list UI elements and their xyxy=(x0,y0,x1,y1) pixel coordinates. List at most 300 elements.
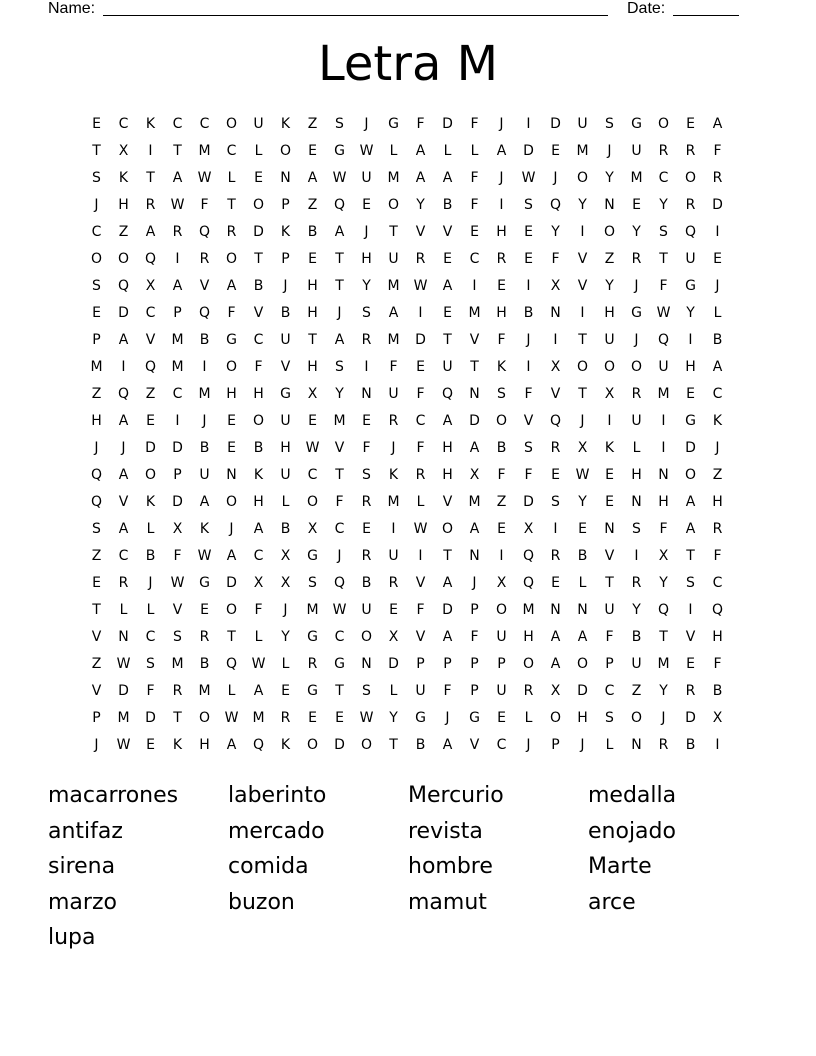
grid-letter: Z xyxy=(307,197,318,213)
grid-letter: V xyxy=(415,575,426,591)
grid-letter: C xyxy=(712,386,723,402)
grid-letter: A xyxy=(334,332,345,348)
grid-letter: H xyxy=(199,737,210,753)
grid-letter: I xyxy=(418,548,423,564)
grid-letter: B xyxy=(253,278,264,294)
grid-letter: C xyxy=(334,521,345,537)
grid-letter: F xyxy=(254,602,263,618)
word-list-item: hombre xyxy=(408,854,493,879)
grid-letter: M xyxy=(387,170,400,186)
word-list-item: buzon xyxy=(228,889,295,915)
grid-letter: M xyxy=(171,332,184,348)
grid-letter: S xyxy=(173,629,182,645)
grid-letter: O xyxy=(360,737,373,753)
grid-letter: S xyxy=(497,386,506,402)
grid-letter: E xyxy=(632,197,641,213)
grid-letter: O xyxy=(252,413,265,429)
grid-letter: R xyxy=(307,656,318,672)
grid-letter: A xyxy=(550,629,561,645)
grid-letter: O xyxy=(684,467,697,483)
grid-letter: G xyxy=(307,683,318,699)
grid-row xyxy=(83,732,731,759)
grid-letter: Y xyxy=(335,386,344,402)
grid-letter: F xyxy=(713,548,722,564)
grid-letter: N xyxy=(550,305,561,321)
grid-letter: A xyxy=(442,413,453,429)
grid-letter: B xyxy=(361,575,372,591)
grid-letter: A xyxy=(415,170,426,186)
grid-letter: O xyxy=(90,251,103,267)
grid-letter: H xyxy=(226,386,237,402)
grid-letter: O xyxy=(360,629,373,645)
grid-letter: N xyxy=(577,602,588,618)
grid-letter: X xyxy=(307,521,318,537)
grid-letter: J xyxy=(337,305,342,321)
grid-letter: V xyxy=(469,332,480,348)
grid-letter: N xyxy=(658,467,669,483)
grid-letter: I xyxy=(607,413,612,429)
grid-letter: Q xyxy=(657,602,670,618)
grid-letter: K xyxy=(388,467,399,483)
grid-letter: F xyxy=(416,116,425,132)
grid-letter: U xyxy=(442,359,453,375)
grid-letter: J xyxy=(526,332,531,348)
grid-letter: S xyxy=(362,305,371,321)
grid-letter: A xyxy=(442,170,453,186)
grid-letter: C xyxy=(253,332,264,348)
grid-letter: Y xyxy=(389,710,398,726)
grid-letter: F xyxy=(470,170,479,186)
grid-letter: C xyxy=(604,683,615,699)
grid-letter: W xyxy=(413,521,428,537)
grid-letter: T xyxy=(227,197,236,213)
grid-letter: R xyxy=(550,548,561,564)
grid-letter: L xyxy=(227,170,236,186)
grid-letter: W xyxy=(413,278,428,294)
grid-letter: T xyxy=(659,629,668,645)
grid-letter: L xyxy=(713,305,722,321)
grid-letter: D xyxy=(712,197,723,213)
grid-letter: P xyxy=(281,197,290,213)
grid-letter: B xyxy=(280,305,291,321)
grid-letter: J xyxy=(553,170,558,186)
grid-letter: I xyxy=(175,413,180,429)
grid-letter: F xyxy=(713,656,722,672)
grid-letter: H xyxy=(604,305,615,321)
grid-letter: C xyxy=(469,251,480,267)
grid-letter: I xyxy=(526,116,531,132)
grid-letter: C xyxy=(145,629,156,645)
grid-letter: P xyxy=(92,332,101,348)
grid-letter: Q xyxy=(522,575,535,591)
grid-letter: D xyxy=(118,683,129,699)
grid-letter: F xyxy=(605,629,614,645)
grid-letter: H xyxy=(442,467,453,483)
grid-letter: B xyxy=(199,656,210,672)
grid-letter: A xyxy=(712,359,723,375)
grid-letter: J xyxy=(661,710,666,726)
grid-letter: W xyxy=(305,440,320,456)
grid-letter: T xyxy=(92,602,101,618)
grid-letter: T xyxy=(578,386,587,402)
grid-letter: J xyxy=(526,737,531,753)
grid-letter: W xyxy=(359,710,374,726)
grid-letter: D xyxy=(145,440,156,456)
grid-letter: D xyxy=(550,116,561,132)
grid-letter: D xyxy=(685,440,696,456)
grid-letter: V xyxy=(604,548,615,564)
grid-letter: F xyxy=(524,467,533,483)
grid-letter: O xyxy=(117,251,130,267)
grid-letter: Q xyxy=(549,197,562,213)
grid-letter: N xyxy=(631,494,642,510)
grid-letter: Q xyxy=(441,386,454,402)
grid-letter: S xyxy=(605,116,614,132)
grid-letter: Y xyxy=(686,305,695,321)
grid-letter: C xyxy=(118,548,129,564)
grid-letter: K xyxy=(280,224,291,240)
grid-letter: R xyxy=(658,737,669,753)
grid-letter: V xyxy=(145,332,156,348)
grid-letter: D xyxy=(685,710,696,726)
grid-letter: V xyxy=(415,224,426,240)
grid-letter: E xyxy=(308,710,317,726)
word-list-item: Mercurio xyxy=(408,783,504,808)
grid-letter: O xyxy=(441,521,454,537)
grid-row xyxy=(83,327,731,354)
grid-letter: M xyxy=(306,602,319,618)
grid-letter: B xyxy=(712,332,723,348)
grid-letter: I xyxy=(715,224,720,240)
grid-letter: E xyxy=(713,251,722,267)
grid-letter: H xyxy=(91,413,102,429)
grid-letter: I xyxy=(499,548,504,564)
grid-letter: V xyxy=(685,629,696,645)
grid-letter: R xyxy=(685,683,696,699)
grid-letter: A xyxy=(442,278,453,294)
grid-letter: M xyxy=(387,494,400,510)
grid-letter: X xyxy=(280,548,291,564)
grid-letter: O xyxy=(495,413,508,429)
grid-letter: Y xyxy=(632,224,641,240)
grid-letter: W xyxy=(116,656,131,672)
grid-letter: L xyxy=(146,602,155,618)
grid-letter: U xyxy=(280,467,291,483)
grid-letter: E xyxy=(200,602,209,618)
grid-letter: I xyxy=(526,278,531,294)
grid-letter: I xyxy=(418,305,423,321)
grid-letter: G xyxy=(469,710,480,726)
grid-letter: A xyxy=(469,521,480,537)
grid-letter: G xyxy=(685,278,696,294)
grid-letter: P xyxy=(281,251,290,267)
grid-letter: D xyxy=(577,683,588,699)
grid-letter: D xyxy=(334,737,345,753)
grid-letter: V xyxy=(577,251,588,267)
grid-letter: Z xyxy=(145,386,156,402)
grid-letter: Q xyxy=(198,305,211,321)
word-list-item: mercado xyxy=(228,818,325,844)
grid-letter: I xyxy=(688,332,693,348)
grid-letter: C xyxy=(334,629,345,645)
grid-letter: A xyxy=(226,737,237,753)
grid-letter: K xyxy=(712,413,723,429)
grid-letter: K xyxy=(253,467,264,483)
grid-letter: C xyxy=(172,116,183,132)
grid-letter: R xyxy=(550,440,561,456)
grid-letter: A xyxy=(442,737,453,753)
grid-letter: A xyxy=(442,575,453,591)
grid-letter: G xyxy=(334,143,345,159)
grid-letter: U xyxy=(496,629,507,645)
grid-letter: V xyxy=(523,413,534,429)
grid-letter: D xyxy=(523,494,534,510)
grid-letter: F xyxy=(497,332,506,348)
grid-letter: N xyxy=(604,521,615,537)
grid-letter: U xyxy=(388,251,399,267)
grid-letter: D xyxy=(523,143,534,159)
grid-letter: D xyxy=(469,413,480,429)
grid-letter: P xyxy=(416,656,425,672)
grid-letter: B xyxy=(577,548,588,564)
grid-letter: Q xyxy=(225,656,238,672)
grid-letter: E xyxy=(281,683,290,699)
header xyxy=(48,0,748,20)
grid-letter: W xyxy=(332,170,347,186)
grid-letter: F xyxy=(416,602,425,618)
grid-letter: N xyxy=(280,170,291,186)
grid-letter: Y xyxy=(281,629,290,645)
grid-letter: R xyxy=(172,683,183,699)
grid-letter: S xyxy=(686,575,695,591)
grid-letter: I xyxy=(661,413,666,429)
grid-row xyxy=(83,678,731,705)
grid-letter: T xyxy=(92,143,101,159)
grid-letter: T xyxy=(578,332,587,348)
grid-letter: T xyxy=(659,251,668,267)
grid-letter: H xyxy=(496,224,507,240)
grid-letter: X xyxy=(604,386,615,402)
grid-letter: V xyxy=(334,440,345,456)
grid-letter: E xyxy=(686,116,695,132)
grid-letter: P xyxy=(173,305,182,321)
grid-letter: E xyxy=(308,413,317,429)
grid-letter: E xyxy=(389,602,398,618)
grid-letter: J xyxy=(715,440,720,456)
grid-letter: S xyxy=(335,116,344,132)
grid-letter: D xyxy=(118,305,129,321)
grid-letter: E xyxy=(578,521,587,537)
grid-row xyxy=(83,705,731,732)
grid-letter: J xyxy=(391,440,396,456)
grid-letter: D xyxy=(415,332,426,348)
grid-letter: Q xyxy=(90,494,103,510)
grid-letter: E xyxy=(605,494,614,510)
grid-letter: R xyxy=(172,224,183,240)
grid-letter: R xyxy=(685,143,696,159)
grid-letter: D xyxy=(253,224,264,240)
grid-letter: R xyxy=(415,251,426,267)
grid-letter: I xyxy=(175,251,180,267)
grid-letter: F xyxy=(524,386,533,402)
grid-letter: O xyxy=(522,656,535,672)
grid-letter: R xyxy=(199,251,210,267)
grid-letter: R xyxy=(388,413,399,429)
grid-letter: R xyxy=(388,575,399,591)
grid-letter: O xyxy=(225,494,238,510)
word-list-item: arce xyxy=(588,889,636,915)
grid-letter: Q xyxy=(144,359,157,375)
grid-letter: Q xyxy=(90,467,103,483)
grid-letter: W xyxy=(197,548,212,564)
grid-letter: B xyxy=(496,440,507,456)
date-label: Date: xyxy=(627,0,666,17)
grid-letter: F xyxy=(470,116,479,132)
grid-letter: U xyxy=(388,386,399,402)
grid-letter: T xyxy=(173,143,182,159)
grid-letter: B xyxy=(442,197,453,213)
grid-row xyxy=(83,543,731,570)
grid-letter: R xyxy=(658,143,669,159)
grid-letter: L xyxy=(632,440,641,456)
grid-letter: I xyxy=(391,521,396,537)
grid-letter: A xyxy=(253,521,264,537)
grid-letter: A xyxy=(334,224,345,240)
grid-letter: F xyxy=(443,683,452,699)
grid-letter: X xyxy=(253,575,264,591)
grid-letter: E xyxy=(497,278,506,294)
grid-letter: O xyxy=(225,602,238,618)
grid-letter: B xyxy=(199,332,210,348)
grid-letter: U xyxy=(631,413,642,429)
grid-letter: E xyxy=(443,251,452,267)
grid-letter: A xyxy=(388,305,399,321)
grid-letter: U xyxy=(496,683,507,699)
grid-letter: L xyxy=(254,629,263,645)
grid-letter: U xyxy=(631,656,642,672)
grid-letter: O xyxy=(144,467,157,483)
grid-letter: E xyxy=(362,413,371,429)
grid-letter: E xyxy=(335,710,344,726)
grid-letter: F xyxy=(335,494,344,510)
grid-letter: E xyxy=(497,521,506,537)
grid-letter: X xyxy=(550,278,561,294)
grid-letter: Y xyxy=(659,575,668,591)
grid-letter: M xyxy=(198,683,211,699)
grid-letter: I xyxy=(580,305,585,321)
grid-letter: U xyxy=(253,116,264,132)
grid-letter: D xyxy=(388,656,399,672)
grid-letter: E xyxy=(146,413,155,429)
grid-letter: T xyxy=(470,359,479,375)
grid-letter: V xyxy=(577,278,588,294)
grid-letter: H xyxy=(280,440,291,456)
grid-letter: T xyxy=(389,224,398,240)
date-blank-line xyxy=(673,15,739,16)
grid-letter: H xyxy=(442,440,453,456)
grid-letter: M xyxy=(657,386,670,402)
grid-letter: H xyxy=(658,494,669,510)
grid-letter: R xyxy=(145,197,156,213)
grid-letter: M xyxy=(576,143,589,159)
grid-letter: S xyxy=(308,575,317,591)
grid-letter: L xyxy=(389,683,398,699)
grid-letter: C xyxy=(658,170,669,186)
grid-letter: N xyxy=(469,548,480,564)
grid-letter: Z xyxy=(91,386,102,402)
grid-letter: K xyxy=(145,116,156,132)
grid-letter: Y xyxy=(659,683,668,699)
grid-letter: T xyxy=(227,629,236,645)
grid-letter: B xyxy=(253,440,264,456)
grid-row xyxy=(83,111,731,138)
grid-letter: A xyxy=(226,548,237,564)
grid-letter: E xyxy=(92,575,101,591)
grid-letter: M xyxy=(117,710,130,726)
grid-letter: T xyxy=(335,278,344,294)
grid-letter: B xyxy=(523,305,534,321)
grid-letter: U xyxy=(361,170,372,186)
grid-letter: V xyxy=(91,629,102,645)
grid-letter: N xyxy=(226,467,237,483)
grid-letter: Y xyxy=(632,602,641,618)
grid-letter: J xyxy=(364,224,369,240)
word-search-grid xyxy=(83,111,731,759)
grid-letter: G xyxy=(631,116,642,132)
word-list-item: revista xyxy=(408,818,483,844)
grid-letter: D xyxy=(442,116,453,132)
grid-letter: A xyxy=(172,278,183,294)
grid-letter: L xyxy=(119,602,128,618)
grid-letter: O xyxy=(495,602,508,618)
grid-letter: O xyxy=(387,197,400,213)
grid-letter: X xyxy=(388,629,399,645)
grid-letter: S xyxy=(632,521,641,537)
grid-letter: W xyxy=(332,602,347,618)
grid-letter: J xyxy=(715,278,720,294)
grid-letter: B xyxy=(145,548,156,564)
grid-letter: J xyxy=(94,197,99,213)
grid-letter: R xyxy=(685,197,696,213)
grid-letter: C xyxy=(199,116,210,132)
grid-letter: I xyxy=(472,278,477,294)
grid-letter: X xyxy=(712,710,723,726)
word-list-item: comida xyxy=(228,854,309,879)
grid-letter: I xyxy=(580,224,585,240)
grid-letter: O xyxy=(225,251,238,267)
grid-letter: E xyxy=(605,467,614,483)
grid-letter: U xyxy=(685,251,696,267)
grid-letter: L xyxy=(578,575,587,591)
grid-letter: J xyxy=(337,548,342,564)
grid-letter: I xyxy=(553,332,558,348)
grid-letter: X xyxy=(307,386,318,402)
grid-letter: W xyxy=(521,170,536,186)
grid-letter: I xyxy=(688,602,693,618)
grid-letter: U xyxy=(415,683,426,699)
grid-letter: I xyxy=(148,143,153,159)
grid-letter: U xyxy=(604,602,615,618)
grid-letter: H xyxy=(523,629,534,645)
grid-letter: E xyxy=(146,737,155,753)
grid-letter: E xyxy=(92,116,101,132)
grid-letter: E xyxy=(497,710,506,726)
grid-letter: S xyxy=(362,467,371,483)
grid-letter: Q xyxy=(198,224,211,240)
grid-letter: G xyxy=(280,386,291,402)
grid-letter: T xyxy=(308,332,317,348)
word-list-item: sirena xyxy=(48,854,116,879)
